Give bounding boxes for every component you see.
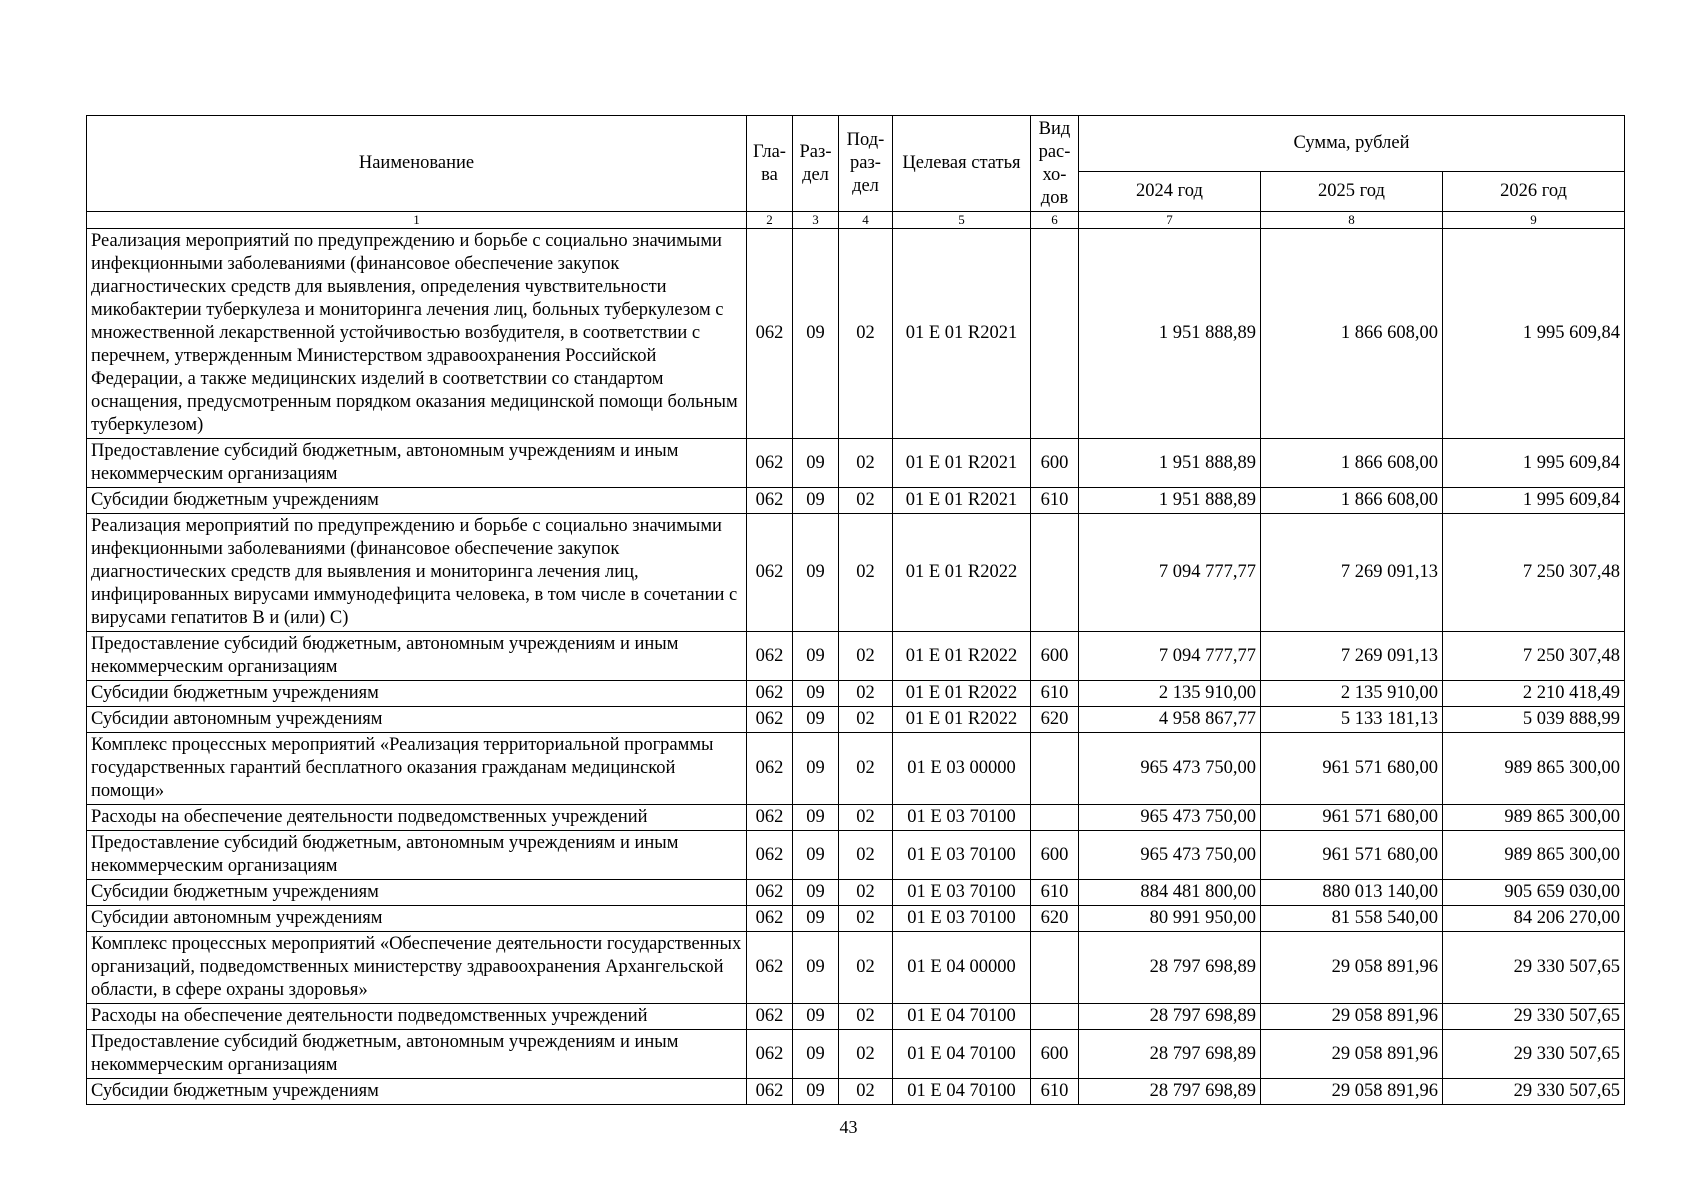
row-sum-2024: 28 797 698,89: [1079, 932, 1261, 1004]
row-vid: 610: [1031, 681, 1079, 707]
row-celevaya: 01 Е 03 70100: [893, 906, 1031, 932]
row-sum-2026: 1 995 609,84: [1443, 439, 1625, 488]
row-sum-2026: 29 330 507,65: [1443, 1030, 1625, 1079]
row-sum-2026: 989 865 300,00: [1443, 733, 1625, 805]
row-name: Субсидии бюджетным учреждениям: [87, 880, 747, 906]
row-sum-2024: 1 951 888,89: [1079, 229, 1261, 439]
row-razdel: 09: [793, 880, 839, 906]
row-sum-2025: 880 013 140,00: [1261, 880, 1443, 906]
row-sum-2024: 28 797 698,89: [1079, 1004, 1261, 1030]
row-glava: 062: [747, 707, 793, 733]
row-sum-2025: 7 269 091,13: [1261, 632, 1443, 681]
row-sum-2025: 961 571 680,00: [1261, 805, 1443, 831]
row-sum-2026: 989 865 300,00: [1443, 805, 1625, 831]
row-podrazdel: 02: [839, 488, 893, 514]
row-vid: 620: [1031, 906, 1079, 932]
table-row: [87, 906, 1625, 932]
row-podrazdel: 02: [839, 514, 893, 632]
row-name: Реализация мероприятий по предупреждению и борьбе с социально значимыми инфекционными заболеваниями (финансовое обеспечение закупок диагностических средств для выявления и мониторинга лечения лиц, инфицированных вирусами иммунодефицита человека, в том числе в сочетании с вирусами гепатитов В и (или) С): [87, 514, 747, 632]
table-row: [87, 805, 1625, 831]
row-sum-2024: 884 481 800,00: [1079, 880, 1261, 906]
row-sum-2025: 1 866 608,00: [1261, 439, 1443, 488]
row-sum-2024: 28 797 698,89: [1079, 1030, 1261, 1079]
budget-table: [86, 115, 1625, 1105]
row-razdel: 09: [793, 229, 839, 439]
row-name: Субсидии автономным учреждениям: [87, 906, 747, 932]
row-razdel: 09: [793, 1030, 839, 1079]
row-celevaya: 01 Е 01 R2022: [893, 707, 1031, 733]
row-razdel: 09: [793, 514, 839, 632]
table-row: [87, 229, 1625, 439]
row-name: Комплекс процессных мероприятий «Обеспечение деятельности государственных организаций, подведомственных министерству здравоохранения Архангельской области, в сфере охраны здоровья»: [87, 932, 747, 1004]
row-sum-2026: 5 039 888,99: [1443, 707, 1625, 733]
row-name: Расходы на обеспечение деятельности подведомственных учреждений: [87, 1004, 747, 1030]
table-row: [87, 1004, 1625, 1030]
row-vid: [1031, 1004, 1079, 1030]
row-sum-2026: 1 995 609,84: [1443, 229, 1625, 439]
row-podrazdel: 02: [839, 1004, 893, 1030]
row-sum-2026: 989 865 300,00: [1443, 831, 1625, 880]
col-number: 4: [839, 212, 893, 229]
row-glava: 062: [747, 439, 793, 488]
row-sum-2025: 1 866 608,00: [1261, 229, 1443, 439]
row-vid: [1031, 514, 1079, 632]
row-podrazdel: 02: [839, 831, 893, 880]
row-sum-2026: 84 206 270,00: [1443, 906, 1625, 932]
row-celevaya: 01 Е 04 70100: [893, 1079, 1031, 1105]
row-razdel: 09: [793, 1079, 839, 1105]
row-sum-2025: 5 133 181,13: [1261, 707, 1443, 733]
row-sum-2024: 1 951 888,89: [1079, 439, 1261, 488]
row-podrazdel: 02: [839, 880, 893, 906]
row-celevaya: 01 Е 03 70100: [893, 880, 1031, 906]
row-name: Расходы на обеспечение деятельности подведомственных учреждений: [87, 805, 747, 831]
row-celevaya: 01 Е 03 70100: [893, 805, 1031, 831]
row-glava: 062: [747, 932, 793, 1004]
table-row: [87, 733, 1625, 805]
row-vid: [1031, 932, 1079, 1004]
row-razdel: 09: [793, 831, 839, 880]
table-row: [87, 880, 1625, 906]
col-number: 6: [1031, 212, 1079, 229]
row-celevaya: 01 Е 01 R2021: [893, 488, 1031, 514]
row-podrazdel: 02: [839, 681, 893, 707]
row-razdel: 09: [793, 1004, 839, 1030]
table-row: [87, 1030, 1625, 1079]
row-vid: 600: [1031, 1030, 1079, 1079]
row-podrazdel: 02: [839, 906, 893, 932]
header-celevaya: Целевая статья: [893, 116, 1031, 212]
row-name: Субсидии бюджетным учреждениям: [87, 1079, 747, 1105]
row-name: Реализация мероприятий по предупреждению и борьбе с социально значимыми инфекционными заболеваниями (финансовое обеспечение закупок диагностических средств для выявления, определения чувствительности микобактерии туберкулеза и мониторинга лечения лиц, больных туберкулезом с множественной лекарственной устойчивостью возбудителя, в соответствии с перечнем, утвержденным Министерством здравоохранения Российской Федерации, а также медицинских изделий в соответствии со стандартом оснащения, предусмотренным порядком оказания медицинской помощи больным туберкулезом): [87, 229, 747, 439]
header-name: Наименование: [87, 116, 747, 212]
row-sum-2025: 2 135 910,00: [1261, 681, 1443, 707]
row-razdel: 09: [793, 906, 839, 932]
row-sum-2026: 7 250 307,48: [1443, 632, 1625, 681]
row-podrazdel: 02: [839, 229, 893, 439]
col-number: 2: [747, 212, 793, 229]
col-number: 3: [793, 212, 839, 229]
table-row: [87, 488, 1625, 514]
row-glava: 062: [747, 488, 793, 514]
row-celevaya: 01 Е 04 00000: [893, 932, 1031, 1004]
row-vid: [1031, 733, 1079, 805]
row-glava: 062: [747, 880, 793, 906]
row-vid: 610: [1031, 488, 1079, 514]
row-vid: 600: [1031, 831, 1079, 880]
row-podrazdel: 02: [839, 632, 893, 681]
row-glava: 062: [747, 805, 793, 831]
row-name: Комплекс процессных мероприятий «Реализация территориальной программы государственных гарантий бесплатного оказания гражданам медицинской помощи»: [87, 733, 747, 805]
row-sum-2025: 7 269 091,13: [1261, 514, 1443, 632]
row-razdel: 09: [793, 488, 839, 514]
table-row: [87, 632, 1625, 681]
table-row: [87, 1079, 1625, 1105]
column-numbers-row: [87, 212, 1625, 229]
row-name: Предоставление субсидий бюджетным, автономным учреждениям и иным некоммерческим организациям: [87, 439, 747, 488]
col-number: 5: [893, 212, 1031, 229]
row-glava: 062: [747, 1079, 793, 1105]
row-celevaya: 01 Е 04 70100: [893, 1030, 1031, 1079]
header-summa: Сумма, рублей: [1079, 116, 1625, 172]
page-number: 43: [839, 1117, 858, 1137]
header-year-2025: 2025 год: [1261, 172, 1443, 212]
row-glava: 062: [747, 906, 793, 932]
row-name: Субсидии бюджетным учреждениям: [87, 488, 747, 514]
row-vid: 600: [1031, 439, 1079, 488]
table-row: [87, 707, 1625, 733]
row-glava: 062: [747, 229, 793, 439]
row-razdel: 09: [793, 932, 839, 1004]
row-podrazdel: 02: [839, 707, 893, 733]
row-sum-2024: 7 094 777,77: [1079, 632, 1261, 681]
row-glava: 062: [747, 831, 793, 880]
row-sum-2024: 1 951 888,89: [1079, 488, 1261, 514]
col-number: 1: [87, 212, 747, 229]
row-glava: 062: [747, 514, 793, 632]
row-glava: 062: [747, 733, 793, 805]
row-glava: 062: [747, 1030, 793, 1079]
row-podrazdel: 02: [839, 1030, 893, 1079]
header-year-2024: 2024 год: [1079, 172, 1261, 212]
row-vid: 610: [1031, 880, 1079, 906]
row-celevaya: 01 Е 01 R2022: [893, 632, 1031, 681]
col-number: 8: [1261, 212, 1443, 229]
row-name: Субсидии бюджетным учреждениям: [87, 681, 747, 707]
row-celevaya: 01 Е 04 70100: [893, 1004, 1031, 1030]
row-sum-2026: 905 659 030,00: [1443, 880, 1625, 906]
row-sum-2025: 961 571 680,00: [1261, 831, 1443, 880]
header-podrazdel: Под-раз-дел: [839, 116, 893, 212]
row-sum-2024: 7 094 777,77: [1079, 514, 1261, 632]
row-sum-2025: 29 058 891,96: [1261, 1079, 1443, 1105]
row-celevaya: 01 Е 01 R2021: [893, 229, 1031, 439]
row-glava: 062: [747, 1004, 793, 1030]
row-sum-2025: 961 571 680,00: [1261, 733, 1443, 805]
row-sum-2025: 81 558 540,00: [1261, 906, 1443, 932]
header-vid: Вид рас-хо-дов: [1031, 116, 1079, 212]
header-glava: Гла-ва: [747, 116, 793, 212]
row-sum-2026: 2 210 418,49: [1443, 681, 1625, 707]
row-podrazdel: 02: [839, 1079, 893, 1105]
row-glava: 062: [747, 632, 793, 681]
row-celevaya: 01 Е 01 R2022: [893, 681, 1031, 707]
header-year-2026: 2026 год: [1443, 172, 1625, 212]
row-razdel: 09: [793, 733, 839, 805]
row-name: Предоставление субсидий бюджетным, автономным учреждениям и иным некоммерческим организациям: [87, 632, 747, 681]
row-sum-2024: 965 473 750,00: [1079, 733, 1261, 805]
row-sum-2024: 965 473 750,00: [1079, 831, 1261, 880]
row-celevaya: 01 Е 01 R2021: [893, 439, 1031, 488]
row-celevaya: 01 Е 01 R2022: [893, 514, 1031, 632]
row-vid: 610: [1031, 1079, 1079, 1105]
row-vid: 600: [1031, 632, 1079, 681]
row-sum-2026: 1 995 609,84: [1443, 488, 1625, 514]
row-sum-2026: 29 330 507,65: [1443, 1079, 1625, 1105]
table-row: [87, 514, 1625, 632]
row-glava: 062: [747, 681, 793, 707]
row-sum-2025: 1 866 608,00: [1261, 488, 1443, 514]
row-name: Субсидии автономным учреждениям: [87, 707, 747, 733]
row-razdel: 09: [793, 632, 839, 681]
row-name: Предоставление субсидий бюджетным, автономным учреждениям и иным некоммерческим организациям: [87, 1030, 747, 1079]
row-celevaya: 01 Е 03 00000: [893, 733, 1031, 805]
row-podrazdel: 02: [839, 439, 893, 488]
table-row: [87, 932, 1625, 1004]
table-row: [87, 831, 1625, 880]
row-sum-2024: 2 135 910,00: [1079, 681, 1261, 707]
row-podrazdel: 02: [839, 805, 893, 831]
row-vid: 620: [1031, 707, 1079, 733]
row-celevaya: 01 Е 03 70100: [893, 831, 1031, 880]
row-sum-2024: 965 473 750,00: [1079, 805, 1261, 831]
col-number: 9: [1443, 212, 1625, 229]
row-sum-2026: 29 330 507,65: [1443, 932, 1625, 1004]
row-podrazdel: 02: [839, 733, 893, 805]
row-sum-2024: 28 797 698,89: [1079, 1079, 1261, 1105]
col-number: 7: [1079, 212, 1261, 229]
row-razdel: 09: [793, 707, 839, 733]
row-sum-2024: 80 991 950,00: [1079, 906, 1261, 932]
row-podrazdel: 02: [839, 932, 893, 1004]
table-row: [87, 681, 1625, 707]
table-row: [87, 439, 1625, 488]
row-sum-2025: 29 058 891,96: [1261, 1030, 1443, 1079]
row-razdel: 09: [793, 439, 839, 488]
row-sum-2024: 4 958 867,77: [1079, 707, 1261, 733]
row-vid: [1031, 229, 1079, 439]
row-razdel: 09: [793, 681, 839, 707]
row-vid: [1031, 805, 1079, 831]
row-sum-2025: 29 058 891,96: [1261, 932, 1443, 1004]
row-name: Предоставление субсидий бюджетным, автономным учреждениям и иным некоммерческим организациям: [87, 831, 747, 880]
header-razdel: Раз-дел: [793, 116, 839, 212]
row-razdel: 09: [793, 805, 839, 831]
row-sum-2025: 29 058 891,96: [1261, 1004, 1443, 1030]
row-sum-2026: 7 250 307,48: [1443, 514, 1625, 632]
row-sum-2026: 29 330 507,65: [1443, 1004, 1625, 1030]
